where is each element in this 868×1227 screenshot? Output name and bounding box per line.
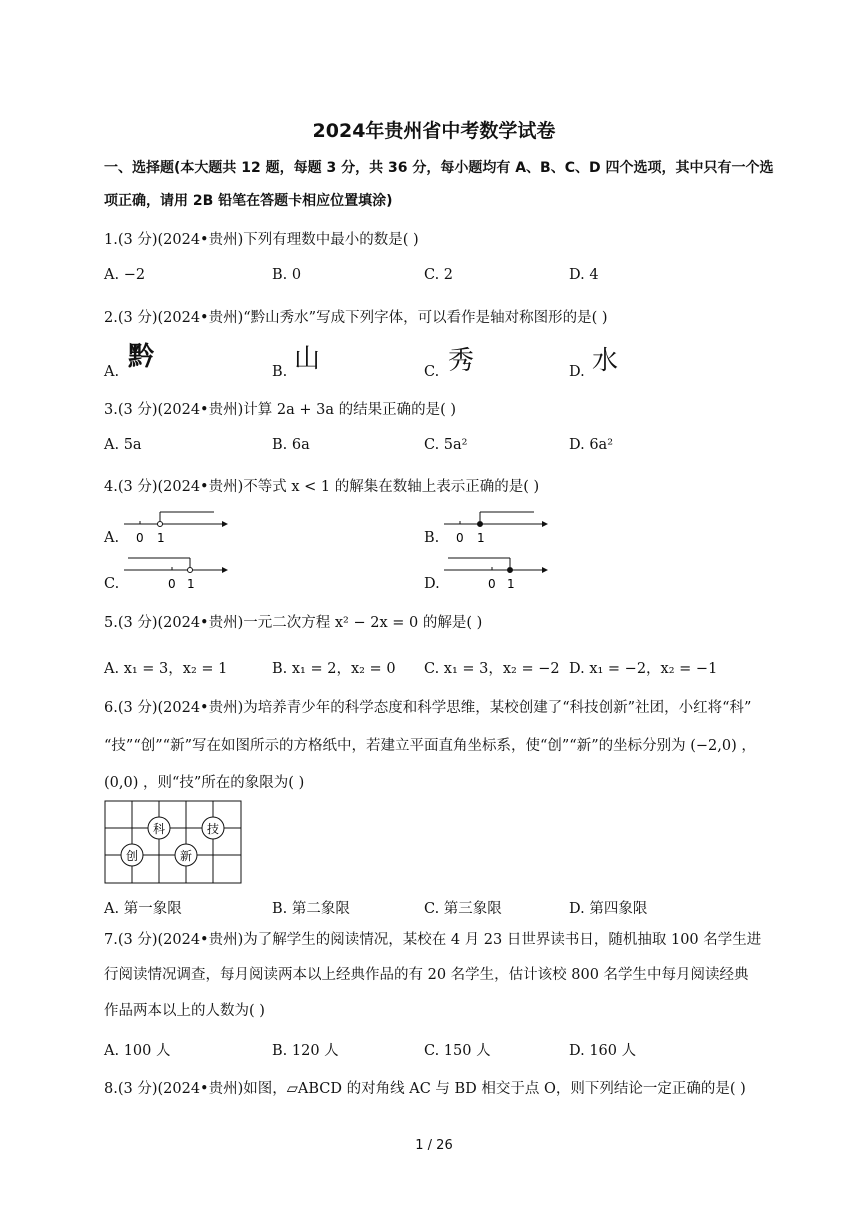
q6-option-b: B. 第二象限 [272, 901, 350, 917]
q4a-tick-1: 1 [157, 531, 165, 545]
q1-option-a: A. −2 [104, 267, 146, 283]
q6-grid-figure [104, 800, 244, 886]
section-heading-line2: 项正确，请用 2B 铅笔在答题卡相应位置填涂) [104, 193, 393, 209]
q2-label-d: D. [569, 364, 585, 380]
q3-option-c: C. 5a² [424, 437, 468, 453]
q4c-tick-1: 1 [187, 577, 195, 591]
q4b-tick-0: 0 [456, 531, 464, 545]
q2-label-a: A. [104, 364, 120, 380]
q2-label-c: C. [424, 364, 440, 380]
q4d-tick-1: 1 [507, 577, 515, 591]
q4-label-c: C. [104, 576, 120, 592]
q2-glyph-b: 山 [294, 344, 321, 374]
question-3-stem: 3.(3 分)(2024•贵州)计算 2a + 3a 的结果正确的是( ) [104, 402, 456, 418]
q7-option-b: B. 120 人 [272, 1043, 339, 1059]
q6-option-d: D. 第四象限 [569, 901, 648, 917]
page-title: 2024年贵州省中考数学试卷 [312, 120, 556, 142]
q1-option-c: C. 2 [424, 267, 454, 283]
question-5-stem: 5.(3 分)(2024•贵州)一元二次方程 x² − 2x = 0 的解是( ) [104, 615, 483, 631]
page-number: 1 / 26 [415, 1138, 453, 1153]
q6-option-c: C. 第三象限 [424, 901, 502, 917]
question-7-line3: 作品两本以上的人数为( ) [104, 1003, 265, 1019]
q6-grid-char-ke: 科 [153, 822, 166, 836]
q7-option-a: A. 100 人 [104, 1043, 171, 1059]
q5-option-a: A. x₁ = 3，x₂ = 1 [104, 661, 228, 677]
q4c-tick-0: 0 [168, 577, 176, 591]
q4-number-line-c [120, 552, 230, 594]
q4-number-line-b [440, 506, 550, 548]
q6-grid-char-chuang: 创 [126, 849, 139, 863]
question-7-line1: 7.(3 分)(2024•贵州)为了解学生的阅读情况，某校在 4 月 23 日世界读书日，随机抽取 100 名学生进 [104, 932, 762, 948]
question-2-stem: 2.(3 分)(2024•贵州)“黔山秀水”写成下列字体，可以看作是轴对称图形的是( ) [104, 310, 608, 326]
question-4-stem: 4.(3 分)(2024•贵州)不等式 x < 1 的解集在数轴上表示正确的是( ) [104, 479, 540, 495]
q2-glyph-d: 水 [592, 346, 619, 376]
q4-label-b: B. [424, 530, 440, 546]
q5-option-d: D. x₁ = −2，x₂ = −1 [569, 661, 718, 677]
question-6-line3: (0,0) ，则“技”所在的象限为( ) [104, 775, 305, 791]
q5-option-c: C. x₁ = 3，x₂ = −2 [424, 661, 560, 677]
q6-option-a: A. 第一象限 [104, 901, 182, 917]
q7-option-c: C. 150 人 [424, 1043, 491, 1059]
q1-option-b: B. 0 [272, 267, 302, 283]
q2-glyph-c: 秀 [448, 346, 475, 376]
q2-label-b: B. [272, 364, 288, 380]
q4-number-line-a [120, 506, 230, 548]
q6-grid-char-ji: 技 [207, 822, 220, 836]
q4a-tick-0: 0 [136, 531, 144, 545]
q6-grid-char-xin: 新 [180, 849, 193, 863]
q1-option-d: D. 4 [569, 267, 599, 283]
q4-label-a: A. [104, 530, 120, 546]
question-7-line2: 行阅读情况调查，每月阅读两本以上经典作品的有 20 名学生，估计该校 800 名学生中每月阅读经典 [104, 967, 749, 983]
q4d-tick-0: 0 [488, 577, 496, 591]
q3-option-b: B. 6a [272, 437, 310, 453]
question-8-stem: 8.(3 分)(2024•贵州)如图，▱ABCD 的对角线 AC 与 BD 相交于点 O，则下列结论一定正确的是( ) [104, 1081, 746, 1097]
question-6-line2: “技”“创”“新”写在如图所示的方格纸中，若建立平面直角坐标系，使“创”“新”的坐标分别为 (−2,0) ， [104, 738, 756, 754]
q5-option-b: B. x₁ = 2，x₂ = 0 [272, 661, 396, 677]
q4-number-line-d [440, 552, 550, 594]
question-6-line1: 6.(3 分)(2024•贵州)为培养青少年的科学态度和科学思维，某校创建了“科技创新”社团，小红将“科” [104, 700, 752, 716]
section-heading-line1: 一、选择题(本大题共 12 题，每题 3 分，共 36 分，每小题均有 A、B、C、D 四个选项，其中只有一个选 [104, 160, 774, 176]
q3-option-d: D. 6a² [569, 437, 614, 453]
q3-option-a: A. 5a [104, 437, 142, 453]
q4-label-d: D. [424, 576, 440, 592]
q2-glyph-a: 黔 [128, 342, 155, 372]
q7-option-d: D. 160 人 [569, 1043, 637, 1059]
question-1-stem: 1.(3 分)(2024•贵州)下列有理数中最小的数是( ) [104, 232, 419, 248]
q4b-tick-1: 1 [477, 531, 485, 545]
